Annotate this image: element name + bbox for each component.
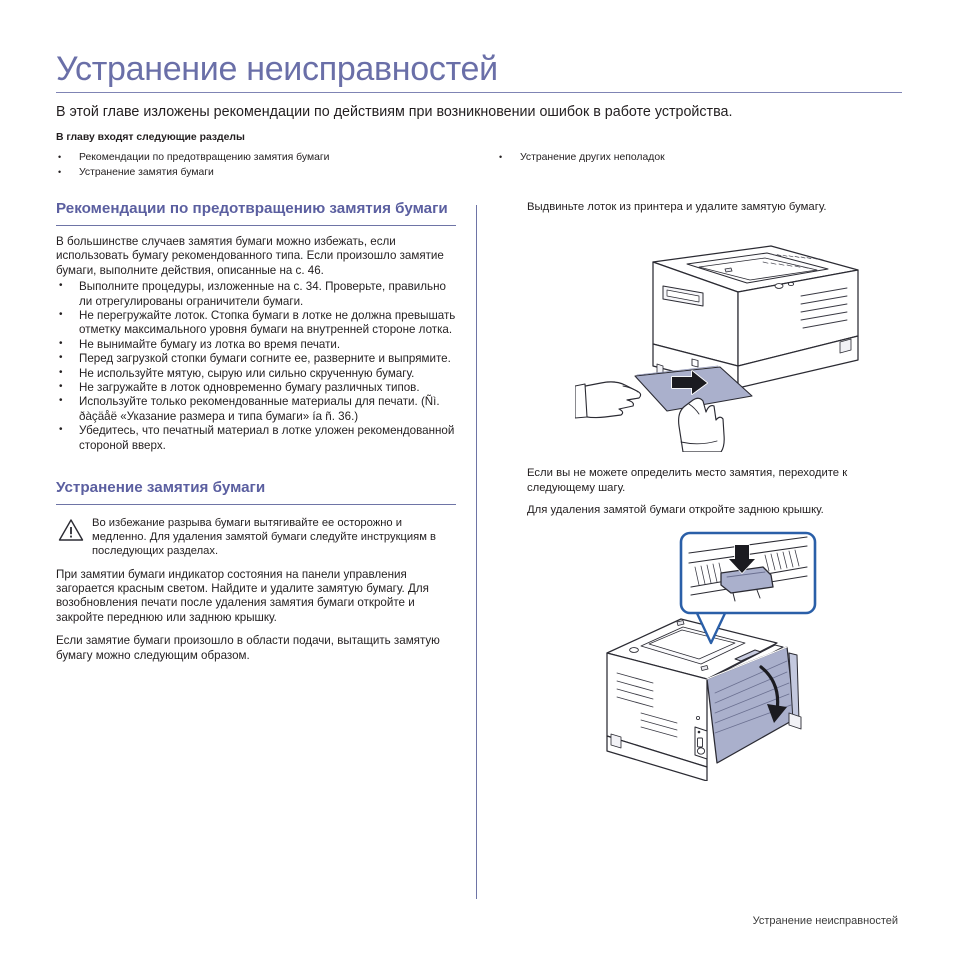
page-footer: Устранение неисправностей: [752, 915, 898, 927]
toc-list-left: [56, 150, 456, 180]
bullet-glyph: •: [499, 152, 503, 162]
list-item: [56, 352, 456, 366]
caution-note: [56, 516, 456, 559]
title-divider: [56, 92, 902, 93]
section2-paragraph-2: Если замятие бумаги произошло в области подачи, вытащить замятую бумагу можно следующим образом.: [56, 634, 440, 662]
section-divider: [56, 225, 456, 226]
figure-printer-rear-cover-open: [549, 531, 907, 781]
list-item: [56, 424, 456, 453]
toc-item-label: Рекомендации по предотвращению замятия бумаги: [79, 152, 330, 163]
bullet-text: Не используйте мятую, сырую или сильно скрученную бумагу.: [79, 366, 415, 380]
bullet-glyph: •: [59, 308, 63, 320]
list-item: [56, 165, 456, 180]
list-item: [56, 309, 456, 338]
toc-item-label: Устранение других неполадок: [520, 152, 665, 163]
bullet-glyph: •: [59, 424, 63, 436]
page-title: Устранение неисправностей: [56, 50, 498, 88]
section-heading-jam-clearing: Устранение замятия бумаги: [56, 479, 266, 497]
list-item: [56, 150, 456, 165]
bullet-text: Не вынимайте бумагу из лотка во время печати.: [79, 337, 341, 351]
caution-text: Во избежание разрыва бумаги вытягивайте ее осторожно и медленно. Для удаления замятой бумаги следуйте инструкциям в последующих разделах.: [92, 516, 436, 558]
printer-rear-cover-open-icon: [549, 531, 869, 781]
bullet-text: Не перегружайте лоток. Стопка бумаги в лотке не должна превышать отметку максимального уровня бумаги на внутренней стороне лотка.: [79, 308, 456, 337]
chapter-intro-text: В этой главе изложены рекомендации по действиям при возникновении ошибок в работе устройства.: [56, 104, 733, 120]
list-item: [56, 381, 456, 395]
bullet-glyph: •: [59, 337, 63, 349]
section1-intro-paragraph: В большинстве случаев замятия бумаги можно избежать, если использовать бумагу рекомендованного типа. Если произошло замятие бумаги, выполните действия, описанные на с. 46.: [56, 234, 444, 277]
toc-heading: В главу входят следующие разделы: [56, 132, 245, 143]
bullet-glyph: •: [59, 352, 63, 364]
step1-instruction-text: Выдвиньте лоток из принтера и удалите замятую бумагу.: [527, 201, 827, 213]
bullet-text: Не загружайте в лоток одновременно бумагу различных типов.: [79, 381, 420, 394]
list-item: [56, 280, 456, 309]
step2-instruction-line2: Для удаления замятой бумаги откройте заднюю крышку.: [527, 503, 824, 516]
bullet-text: Перед загрузкой стопки бумаги согните ее, разверните и выпрямите.: [79, 352, 451, 366]
list-item: [497, 150, 897, 165]
bullet-glyph: •: [59, 395, 63, 407]
bullet-text: Убедитесь, что печатный материал в лотке уложен рекомендованной стороной вверх.: [79, 424, 455, 452]
left-column: [56, 200, 456, 665]
bullet-glyph: •: [59, 381, 63, 392]
bullet-text: Используйте только рекомендованные материалы для печати. (Ñì. ðàçäåë «Указание размера и типа бумаги» ía ñ. 36.): [79, 395, 440, 423]
section2-paragraph-1: При замятии бумаги индикатор состояния на панели управления загорается красным светом. Найдите и удалите замятую бумагу. Для возобновления печати после удаления замятия бумаги откройте и закройте переднюю или заднюю крышку.: [56, 567, 429, 624]
section-heading-jam-prevention: Рекомендации по предотвращению замятия бумаги: [56, 200, 448, 217]
bullet-glyph: •: [59, 280, 63, 292]
bullet-glyph: •: [58, 167, 62, 177]
right-column: [527, 200, 907, 781]
list-item: [56, 367, 456, 381]
section-divider: [56, 504, 456, 505]
figure-printer-front-paper-pull: [575, 236, 907, 452]
bullet-glyph: •: [58, 152, 62, 162]
list-item: [56, 338, 456, 352]
warning-triangle-icon: [58, 518, 84, 542]
toc-list-right: [497, 150, 897, 165]
column-divider: [476, 205, 477, 899]
list-item: [56, 395, 456, 424]
section1-bullet-list: [56, 280, 456, 453]
bullet-glyph: •: [59, 366, 63, 378]
step2-instruction-line1: Если вы не можете определить место замятия, переходите к следующему шагу.: [527, 467, 848, 494]
toc-item-label: Устранение замятия бумаги: [79, 167, 214, 178]
printer-front-paper-pull-icon: [575, 236, 875, 452]
bullet-text: Выполните процедуры, изложенные на с. 34. Проверьте, правильно ли отрегулированы ограничители бумаги.: [79, 280, 446, 308]
